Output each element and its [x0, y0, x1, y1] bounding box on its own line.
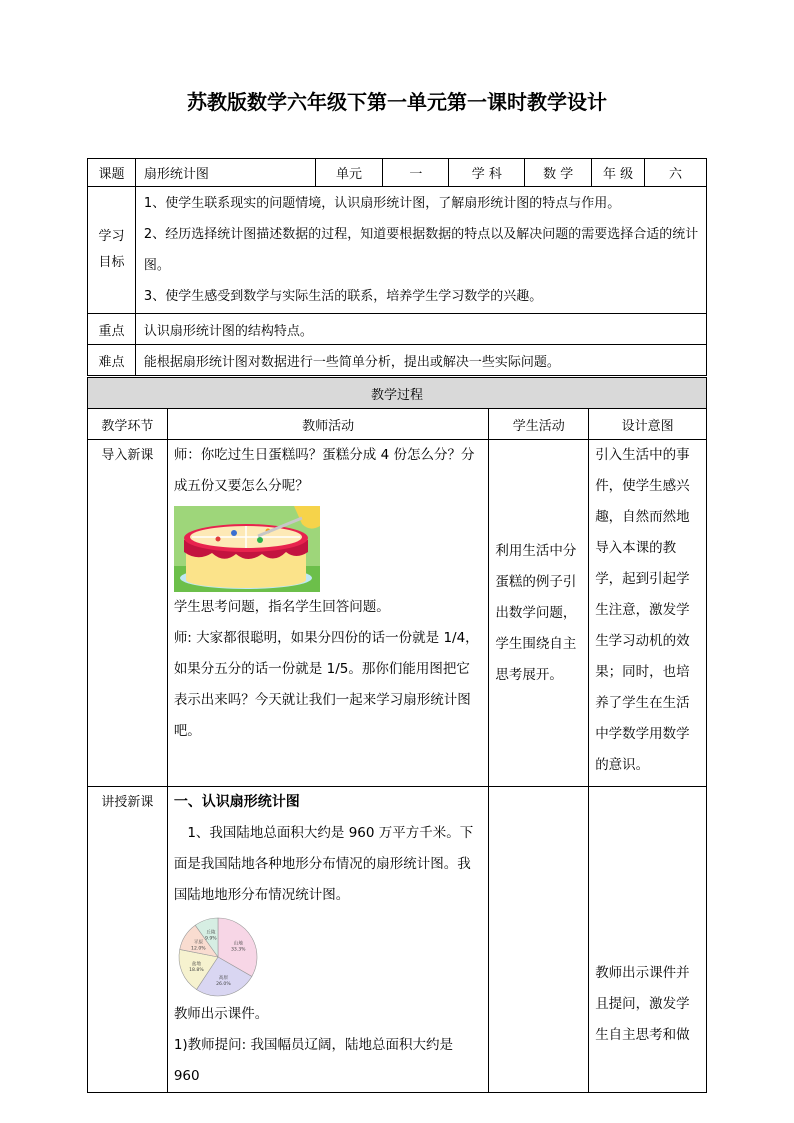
header-intent: 设计意图 — [589, 409, 707, 440]
pie-label-2: 盆地 — [191, 962, 201, 968]
topic-label: 课题 — [88, 159, 136, 187]
student-activity-intro: 利用生活中分蛋糕的例子引出数学问题，学生围绕自主思考展开。 — [489, 440, 589, 787]
terrain-pie-chart — [176, 915, 260, 999]
goals-label: 学习 目标 — [88, 187, 136, 314]
unit-label: 单元 — [315, 159, 383, 187]
goals-list — [135, 187, 706, 314]
teaching-process-table — [87, 377, 707, 1093]
design-intent-intro: 引入生活中的事件，使学生感兴趣，自然而然地导入本课的教学，起到引起学生注意，激发学生学习动机的效果；同时，也培养了学生在生活中学数学用数学的意识。 — [589, 440, 707, 787]
header-teacher: 教师活动 — [167, 409, 489, 440]
key-point: 认识扇形统计图的结构特点。 — [135, 314, 706, 345]
grade-value: 六 — [645, 159, 707, 187]
pie-label-0: 山地 — [233, 941, 243, 947]
goal-item: 2、经历选择统计图描述数据的过程，知道要根据数据的特点以及解决问题的需要选择合适的统计图。 — [143, 227, 699, 273]
topic-value: 扇形统计图 — [135, 159, 315, 187]
design-intent-new: 教师出示课件并且提问，激发学生自主思考和做 — [589, 787, 707, 1093]
pie-value-0: 33.3% — [230, 947, 246, 953]
difficulty-label: 难点 — [88, 345, 136, 376]
student-activity-new — [489, 787, 589, 1093]
section-heading: 一、认识扇形统计图 — [173, 794, 300, 810]
difficulty: 能根据扇形统计图对数据进行一些简单分析，提出或解决一些实际问题。 — [135, 345, 706, 376]
grade-label: 年 级 — [592, 159, 645, 187]
stage-intro: 导入新课 — [88, 440, 168, 787]
teacher-activity-intro: 师：你吃过生日蛋糕吗？蛋糕分成 4 份怎么分？分成五份又要怎么分呢？ 学生思考问题，指名学生回答问题。 师: 大家都很聪明，如果分四份的话一份就是 1/4，如果分五分的话一份就是 1/5。那你们能用图把它表示出来吗？今天就让我们一起来学习扇形统计图吧。 — [167, 440, 489, 787]
document-title: 苏教版数学六年级下第一单元第一课时教学设计 — [187, 90, 607, 114]
pie-value-1: 26.0% — [215, 981, 231, 987]
stage-new-lesson: 讲授新课 — [88, 787, 168, 1093]
pie-label-4: 丘陵 — [206, 930, 216, 936]
header-stage: 教学环节 — [88, 409, 168, 440]
unit-value: 一 — [383, 159, 449, 187]
teacher-activity-new: 一、认识扇形统计图 1、我国陆地总面积大约是 960 万平方千米。下面是我国陆地各种地形分布情况的扇形统计图。我国陆地地形分布情况统计图。 山地 33.3% 高原 26.0% 盆地 18.8% 平原 12.0% 丘陵 9.9% 教师出示课件。 1)教师提问: 我国幅员辽阔，陆地总面积大约是 960 — [167, 787, 489, 1093]
process-title: 教学过程 — [88, 378, 707, 409]
birthday-cake-image — [174, 506, 320, 592]
pie-value-4: 9.9% — [204, 936, 217, 942]
subject-value: 数 学 — [525, 159, 592, 187]
pie-value-3: 12.0% — [190, 946, 206, 952]
subject-label: 学 科 — [449, 159, 525, 187]
pie-label-1: 高原 — [218, 975, 228, 981]
key-point-label: 重点 — [88, 314, 136, 345]
lesson-info-table — [87, 158, 707, 376]
goal-item: 1、使学生联系现实的问题情境，认识扇形统计图，了解扇形统计图的特点与作用。 — [143, 196, 621, 211]
header-student: 学生活动 — [489, 409, 589, 440]
goal-item: 3、使学生感受到数学与实际生活的联系，培养学生学习数学的兴趣。 — [143, 289, 543, 304]
pie-value-2: 18.8% — [188, 968, 204, 974]
pie-label-3: 平原 — [193, 940, 203, 946]
